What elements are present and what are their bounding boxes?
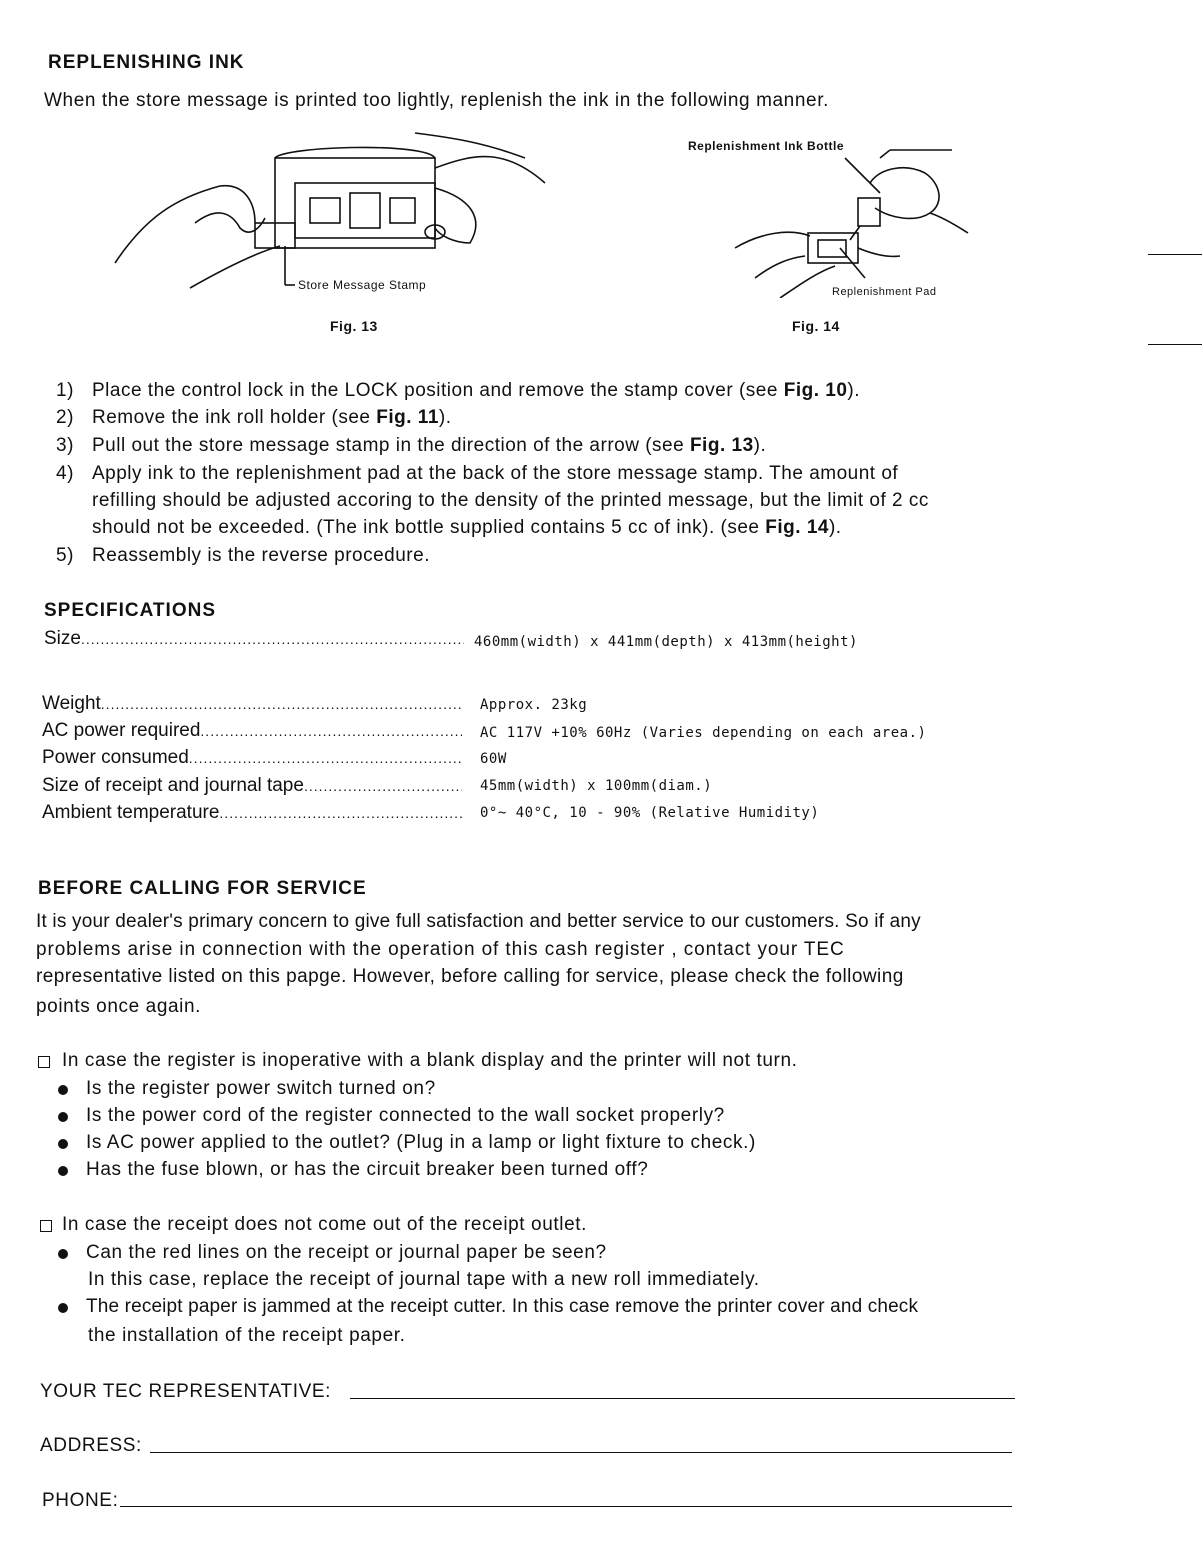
spec-label-weight: Weight ..... bbox=[42, 693, 462, 715]
representative-label: YOUR TEC REPRESENTATIVE: bbox=[40, 1381, 332, 1402]
service-heading: BEFORE CALLING FOR SERVICE bbox=[38, 878, 367, 899]
fig13-caption: Fig. 13 bbox=[330, 318, 378, 334]
bullet bbox=[58, 1249, 68, 1259]
step-4-line-3: should not be exceeded. (The ink bottle supplied contains 5 cc of ink). (see Fig. 14). bbox=[92, 517, 842, 538]
case-2-item-1: Can the red lines on the receipt or journal paper be seen? bbox=[86, 1242, 607, 1263]
fig14-caption: Fig. 14 bbox=[792, 318, 840, 334]
case-1-title: In case the register is inoperative with a blank display and the printer will not turn. bbox=[62, 1050, 798, 1071]
phone-field[interactable] bbox=[120, 1506, 1012, 1507]
bullet bbox=[58, 1085, 68, 1095]
case-2-item-2: The receipt paper is jammed at the receipt cutter. In this case remove the printer cover and check bbox=[86, 1296, 919, 1317]
bullet bbox=[58, 1303, 68, 1313]
step-1: Place the control lock in the LOCK position and remove the stamp cover (see Fig. 10). bbox=[92, 380, 861, 401]
spec-value-size: 460mm(width) x 441mm(depth) x 413mm(height) bbox=[474, 634, 858, 650]
step-number: 1) bbox=[56, 380, 74, 401]
phone-label: PHONE: bbox=[42, 1490, 119, 1511]
step-number: 3) bbox=[56, 435, 74, 456]
service-para-line-2: problems arise in connection with the operation of this cash register , contact your TEC bbox=[36, 939, 845, 960]
step-4-line-2: refilling should be adjusted accoring to the density of the printed message, but the limit of 2 cc bbox=[92, 490, 929, 511]
bullet bbox=[58, 1139, 68, 1149]
step-5: Reassembly is the reverse procedure. bbox=[92, 545, 430, 566]
spec-value-power-consumed: 60W bbox=[480, 751, 507, 767]
service-para-line-3: representative listed on this papge. However, before calling for service, please check the following bbox=[36, 966, 904, 987]
fig13-callout: Store Message Stamp bbox=[298, 278, 427, 292]
replenishing-heading: REPLENISHING INK bbox=[48, 52, 245, 73]
spec-value-ambient-temperature: 0°~ 40°C, 10 - 90% (Relative Humidity) bbox=[480, 805, 820, 821]
edge-mark bbox=[1148, 344, 1202, 345]
service-para-line-1: It is your dealer's primary concern to give full satisfaction and better service to our customers. So if any bbox=[36, 911, 921, 932]
step-2: Remove the ink roll holder (see Fig. 11). bbox=[92, 407, 452, 428]
spec-label-ambient-temperature: Ambient temperature ..... bbox=[42, 802, 462, 824]
bullet bbox=[58, 1166, 68, 1176]
step-number: 4) bbox=[56, 463, 74, 484]
checkbox-case-1 bbox=[38, 1056, 50, 1068]
case-1-item-1: Is the register power switch turned on? bbox=[86, 1078, 436, 1099]
spec-value-tape-size: 45mm(width) x 100mm(diam.) bbox=[480, 778, 713, 794]
fig13-illustration bbox=[105, 128, 555, 298]
specifications-heading: SPECIFICATIONS bbox=[44, 600, 216, 621]
edge-mark bbox=[1148, 254, 1202, 255]
spec-label-power-consumed: Power consumed ..... bbox=[42, 747, 462, 769]
replenishing-intro: When the store message is printed too lightly, replenish the ink in the following manner. bbox=[44, 90, 829, 111]
spec-label-ac-power: AC power required ..... bbox=[42, 720, 462, 742]
spec-label-size: Size ..... bbox=[44, 628, 464, 650]
case-1-item-4: Has the fuse blown, or has the circuit breaker been turned off? bbox=[86, 1159, 649, 1180]
step-number: 2) bbox=[56, 407, 74, 428]
step-4-line-1: Apply ink to the replenishment pad at the back of the store message stamp. The amount of bbox=[92, 463, 899, 484]
address-field[interactable] bbox=[150, 1452, 1012, 1453]
case-2-item-1-detail: In this case, replace the receipt of journal tape with a new roll immediately. bbox=[88, 1269, 760, 1290]
address-label: ADDRESS: bbox=[40, 1435, 142, 1456]
spec-label-tape-size: Size of receipt and journal tape ..... bbox=[42, 775, 462, 797]
spec-value-weight: Approx. 23kg bbox=[480, 697, 588, 713]
case-1-item-2: Is the power cord of the register connected to the wall socket properly? bbox=[86, 1105, 725, 1126]
steps-list bbox=[0, 380, 1202, 570]
fig14-callout-bottom: Replenishment Pad bbox=[832, 286, 937, 298]
service-para-line-4: points once again. bbox=[36, 996, 202, 1017]
case-1-item-3: Is AC power applied to the outlet? (Plug in a lamp or light fixture to check.) bbox=[86, 1132, 756, 1153]
checkbox-case-2 bbox=[40, 1220, 52, 1232]
spec-value-ac-power: AC 117V +10% 60Hz (Varies depending on each area.) bbox=[480, 725, 927, 741]
representative-field[interactable] bbox=[350, 1398, 1015, 1399]
case-2-item-2-detail: the installation of the receipt paper. bbox=[88, 1325, 406, 1346]
bullet bbox=[58, 1112, 68, 1122]
step-number: 5) bbox=[56, 545, 74, 566]
fig14-callout-top: Replenishment Ink Bottle bbox=[688, 139, 845, 153]
step-3: Pull out the store message stamp in the direction of the arrow (see Fig. 13). bbox=[92, 435, 767, 456]
case-2-title: In case the receipt does not come out of the receipt outlet. bbox=[62, 1214, 588, 1235]
fig14-illustration bbox=[720, 148, 970, 298]
